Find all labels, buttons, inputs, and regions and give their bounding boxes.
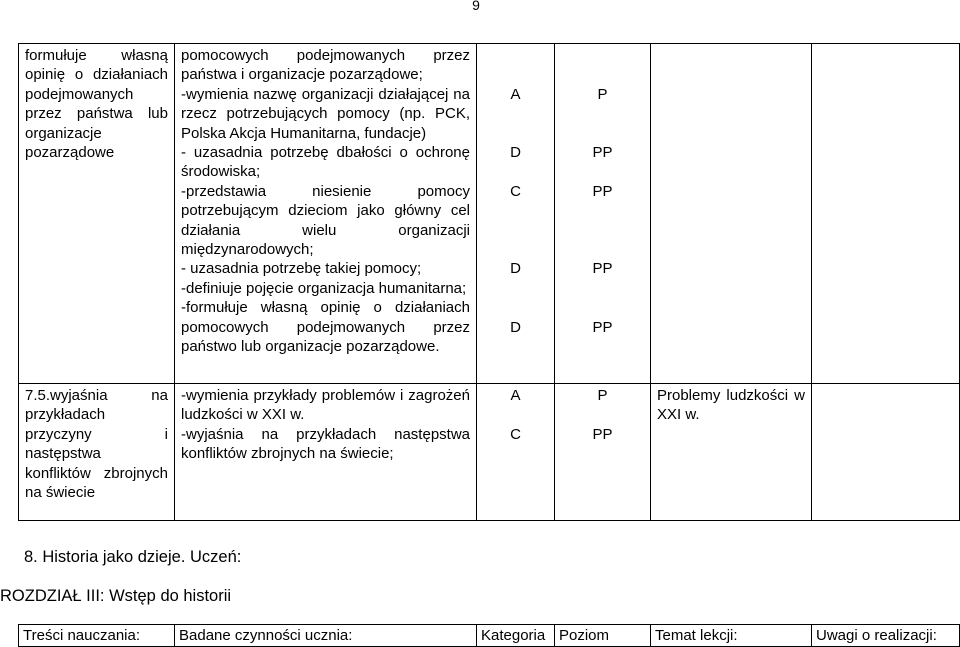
header-notes: Uwagi o realizacji: (812, 625, 960, 647)
activity-item: -przedstawia niesienie pomocy potrzebującym dzieciom jako główny cel działania wielu organizacji międzynarodowych; (181, 182, 470, 259)
category-value: D (510, 143, 521, 161)
goal-cell: formułuje własną opinię o działaniach podejmowanych przez państwa lub organizacje pozarządowe (19, 44, 175, 384)
level-value: PP (592, 260, 613, 278)
activity-item: -wyjaśnia na przykładach następstwa konfliktów zbrojnych na świecie; (181, 425, 470, 463)
activity-item: -wymienia nazwę organizacji działającej na rzecz potrzebujących pomocy (np. PCK, Polska Akcja Humanitarna, fundacje) (181, 85, 470, 142)
activities-cell (175, 44, 477, 384)
category-cell (477, 384, 555, 521)
category-cell (477, 44, 555, 384)
level-value: P (597, 387, 608, 404)
table-row (19, 384, 960, 521)
notes-cell (812, 44, 960, 384)
header-category: Kategoria (477, 625, 555, 647)
category-value: C (510, 425, 521, 443)
level-value: P (597, 85, 608, 103)
category-value: D (510, 260, 521, 278)
activity-item: -wymienia przykłady problemów i zagrożeń ludzkości w XXI w. (181, 387, 470, 424)
header-row (19, 625, 960, 647)
level-value: PP (592, 182, 613, 200)
table-row (19, 44, 960, 384)
activity-item: -definiuje pojęcie organizacja humanitarna; (181, 279, 467, 297)
level-cell (555, 44, 651, 384)
activities-cell (175, 384, 477, 521)
topic-cell (651, 44, 812, 384)
page-number: 9 (472, 0, 480, 13)
category-value: A (510, 387, 521, 404)
header-table (18, 624, 960, 647)
category-value: C (510, 182, 521, 200)
activity-item: - uzasadnia potrzebę takiej pomocy; (181, 260, 422, 278)
category-value: D (510, 318, 521, 336)
category-value: A (510, 85, 521, 103)
curriculum-table (18, 43, 960, 521)
level-cell (555, 384, 651, 521)
level-value: PP (592, 425, 613, 443)
activity-item: pomocowych podejmowanych przez państwa i organizacje pozarządowe; (181, 47, 470, 84)
header-activities: Badane czynności ucznia: (175, 625, 477, 647)
level-value: PP (592, 318, 613, 336)
header-level: Poziom (555, 625, 651, 647)
goal-cell: 7.5.wyjaśnia na przykładach przyczyny i następstwa konfliktów zbrojnych na świecie (19, 384, 175, 521)
chapter-title: ROZDZIAŁ III: Wstęp do historii (0, 587, 232, 605)
notes-cell (812, 384, 960, 521)
activity-item: - uzasadnia potrzebę dbałości o ochronę środowiska; (181, 144, 470, 181)
level-value: PP (592, 143, 613, 161)
topic-cell: Problemy ludzkości w XXI w. (651, 384, 812, 521)
header-topic: Temat lekcji: (651, 625, 812, 647)
activity-item: -formułuje własną opinię o działaniach pomocowych podejmowanych przez państwo lub organizacje pozarządowe. (181, 299, 470, 356)
header-content: Treści nauczania: (19, 625, 175, 647)
section-heading: 8. Historia jako dzieje. Uczeń: (24, 548, 242, 566)
